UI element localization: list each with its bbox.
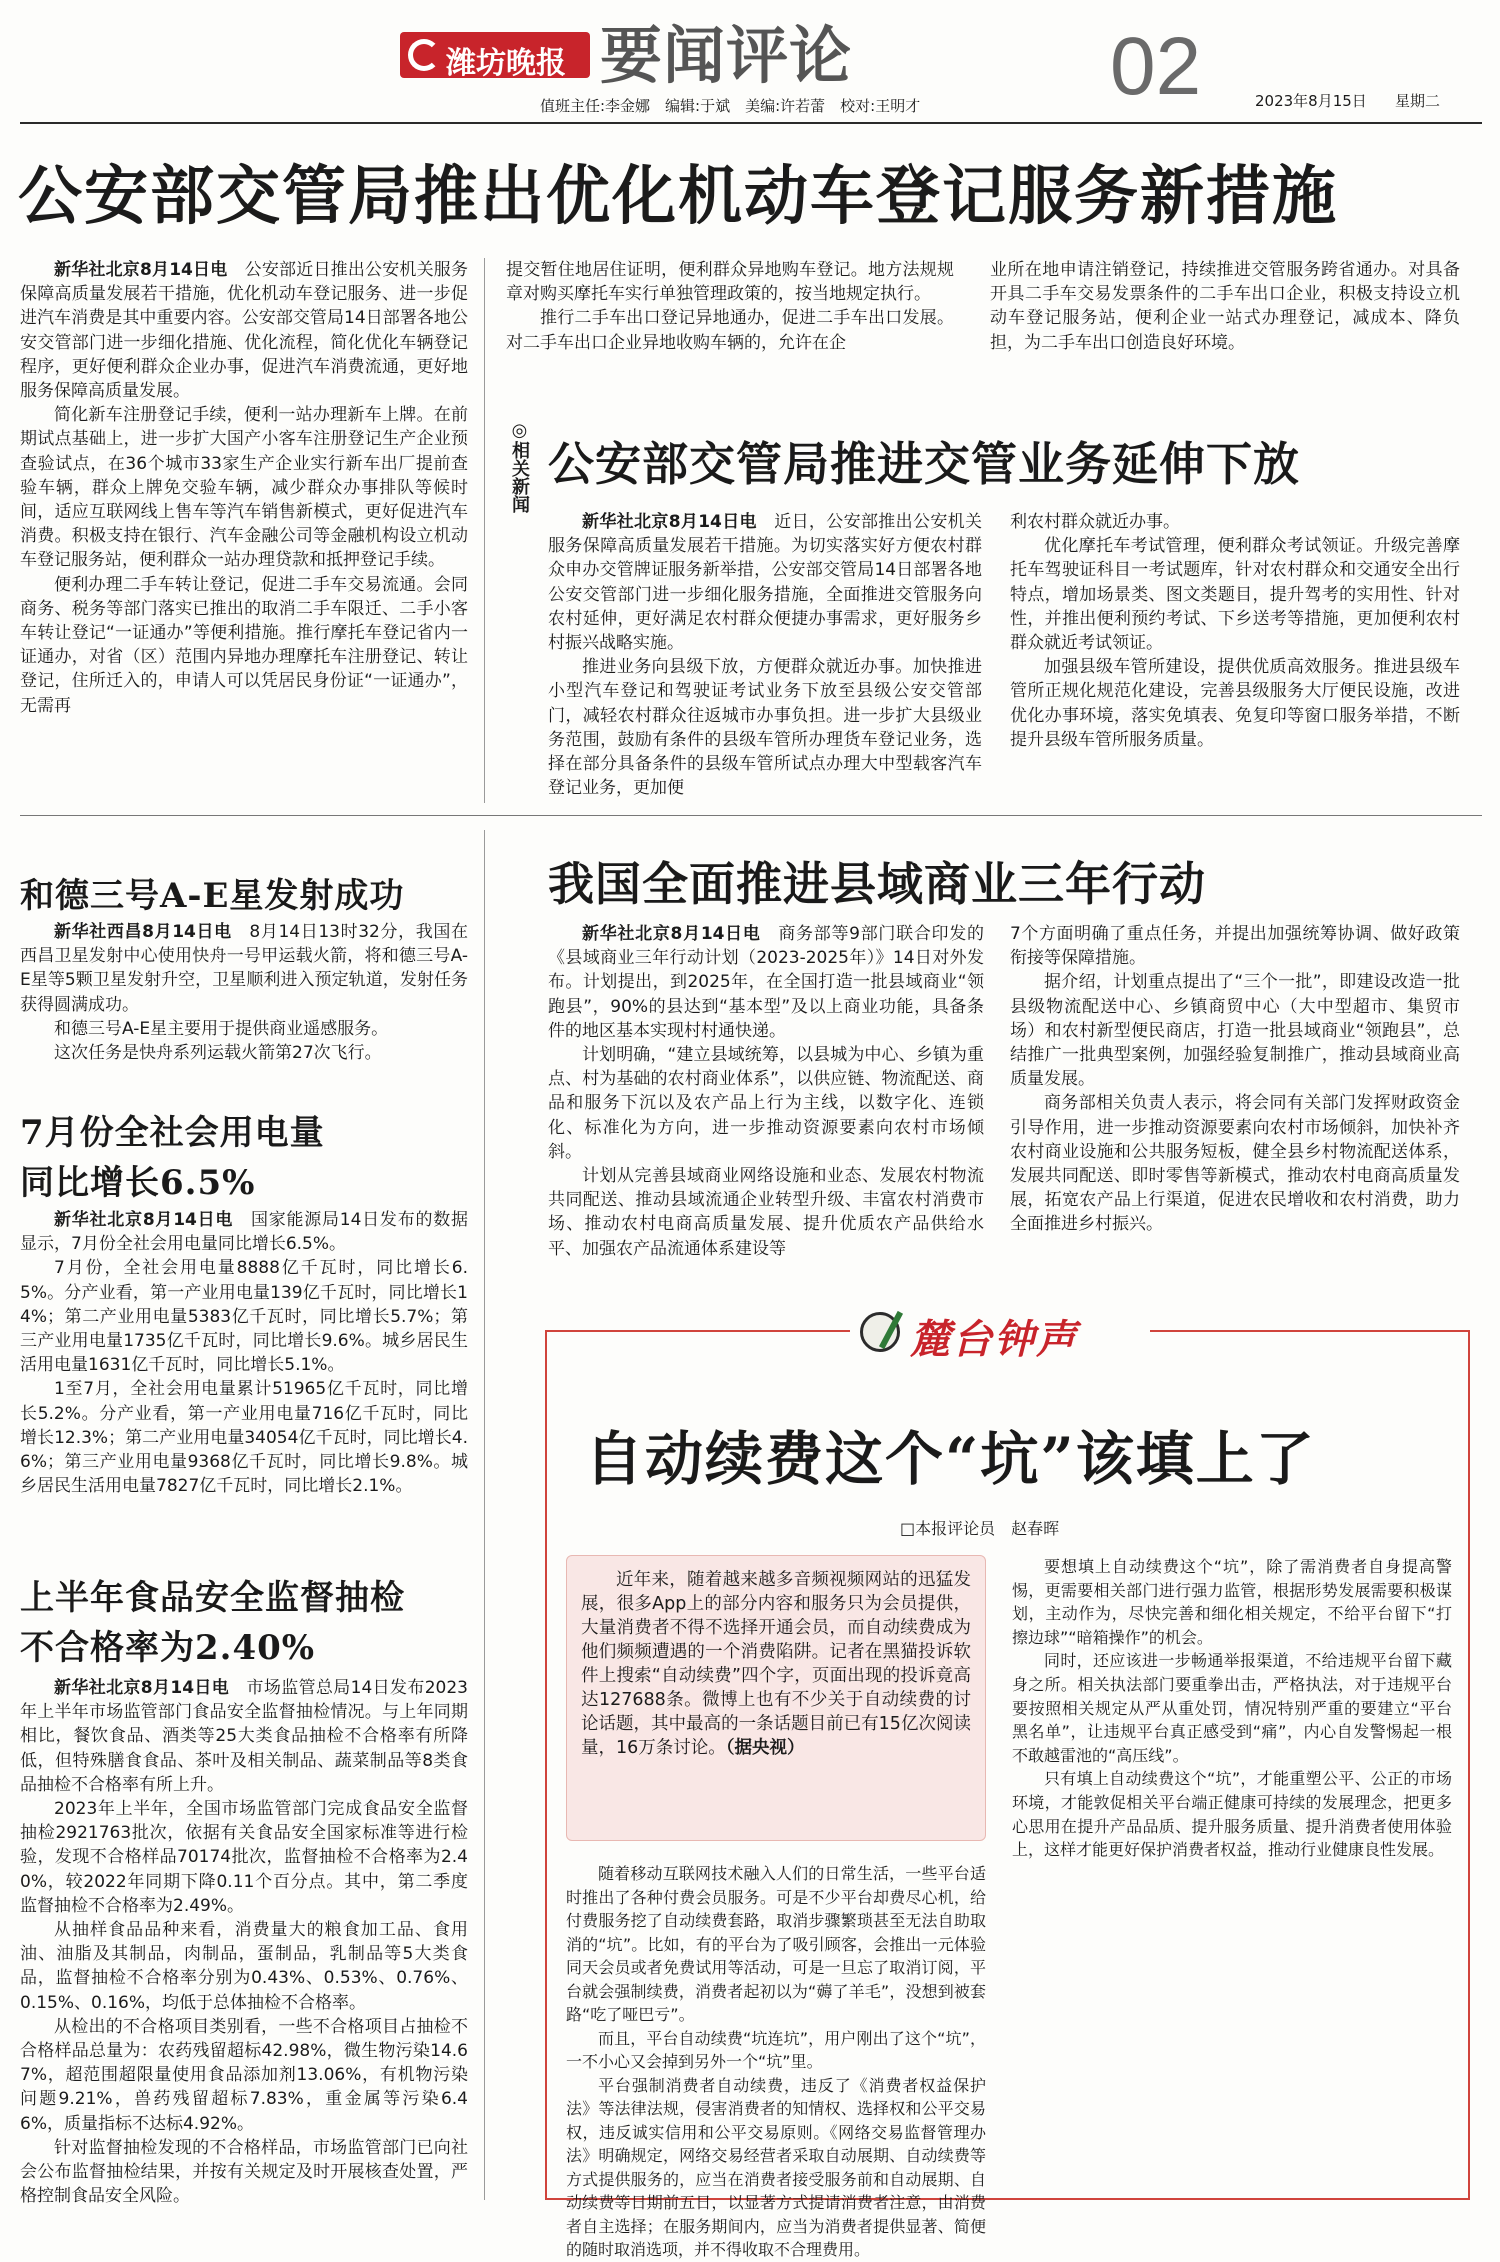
dateline: 新华社北京8月14日电 bbox=[54, 1678, 230, 1698]
headline-column-2 bbox=[506, 258, 954, 398]
commentary-column-1 bbox=[566, 1862, 986, 2259]
food-paragraph: 从检出的不合格项目类别看，一些不合格项目占抽检不合格样品总量为：农药残留超标42.98%，微生物污染14.67%，超范围超限量使用食品添加剂13.06%，有机物污染问题9.21%，兽药残留超标7.83%，重金属等污染6.46%，质量指标不达标4.92%。 bbox=[20, 2016, 468, 2134]
related-paragraph: 新华社北京8月14日电 近日，公安部推出公安机关服务保障高质量发展若干措施。为切实落实好方便农村群众申办交管牌证服务新举措，公安部交管局14日部署各地公安交管部门进一步细化服务措施，全面推进交管服务向农村延伸，更好满足农村群众便捷办事需求，更好服务乡村振兴战略实施。 bbox=[548, 512, 982, 654]
county-paragraph: 据介绍，计划重点提出了“三个一批”，即建设改造一批县级物流配送中心、乡镇商贸中心（大中型超市、集贸市场）和农村新型便民商店，打造一批县域商业“领跑县”，总结推广一批典型案例，加强经验复制推广，推动县域商业高质量发展。 bbox=[1010, 972, 1460, 1090]
food-paragraph: 新华社北京8月14日电 市场监管总局14日发布2023年上半年市场监管部门食品安全监督抽检情况。与上年同期相比，餐饮食品、酒类等25大类食品抽检不合格率有所降低，但特殊膳食食品、茶叶及相关制品、蔬菜制品等8类食品抽检不合格率有所上升。 bbox=[20, 1678, 468, 1795]
headline-paragraph: 推行二手车出口登记异地通办，促进二手车出口发展。对二手车出口企业异地收购车辆的，允许在企 bbox=[506, 308, 954, 353]
food-paragraph: 从抽样食品品种来看，消费量大的粮食加工品、食用油、油脂及其制品，肉制品，蛋制品，乳制品等5大类食品，监督抽检不合格率分别为0.43%、0.53%、0.76%、0.15%、0.16%，均低于总体抽检不合格率。 bbox=[20, 1920, 468, 2013]
commentary-paragraph: 要想填上自动续费这个“坑”，除了需消费者自身提高警惕，更需要相关部门进行强力监管，根据形势发展需要积极谋划，主动作为，尽快完善和细化相关规定，不给平台留下“打擦边球”“暗箱操作”的机会。 bbox=[1012, 1557, 1452, 1647]
related-paragraph: 推进业务向县级下放，方便群众就近办事。加快推进小型汽车登记和驾驶证考试业务下放至县级公安交管部门，减轻农村群众往返城市办事负担。进一步扩大县级业务范围，鼓励有条件的县级车管所办理货车登记业务，选择在部分具备条件的县级车管所试点办理大中型载客汽车登记业务，更加便 bbox=[548, 657, 982, 799]
food-title-line-2: 不合格率为2.40% bbox=[20, 1628, 316, 1668]
hede-title: 和德三号A-E星发射成功 bbox=[20, 876, 405, 916]
power-title-line-1: 7月份全社会用电量 bbox=[20, 1113, 325, 1153]
county-paragraph: 7个方面明确了重点任务，并提出加强统筹协调、做好政策衔接等保障措施。 bbox=[1010, 924, 1460, 969]
commentary-logo bbox=[850, 1310, 1150, 1363]
headline-paragraph: 简化新车注册登记手续，便利一站办理新车上牌。在前期试点基础上，进一步扩大国产小客车注册登记生产企业预查验试点，在36个城市33家生产企业实行新车出厂提前查验车辆，群众上牌免交验车辆，减少群众办事排队等候时间，适应互联网线上售车等汽车销售新模式，更好促进汽车消费。积极支持在银行、汽车金融公司等金融机构设立机动车登记服务站，便利群众一站办理贷款和抵押登记手续。 bbox=[20, 405, 468, 571]
county-paragraph: 新华社北京8月14日电 商务部等9部门联合印发的《县域商业三年行动计划（2023-2025年）》14日对外发布。计划提出，到2025年，在全国打造一批县域商业“领跑县”，90%的县达到“基本型”及以上商业功能，具备条件的地区基本实现村村通快递。 bbox=[548, 924, 984, 1041]
column-divider bbox=[484, 258, 485, 803]
lead-box-source: （据央视） bbox=[725, 1738, 805, 1758]
power-body bbox=[20, 1208, 468, 1538]
column-divider bbox=[484, 830, 485, 2200]
food-paragraph: 2023年上半年，全国市场监管部门完成食品安全监督抽检2921763批次，依据有关食品安全国家标准等进行检验，发现不合格样品70174批次，监督抽检不合格率为2.40%，较2022年同期下降0.11个百分点。其中，第二季度监督抽检不合格率为2.49%。 bbox=[20, 1799, 468, 1916]
related-paragraph: 利农村群众就近办事。 bbox=[1010, 512, 1180, 532]
related-paragraph: 加强县级车管所建设，提供优质高效服务。推进县级车管所正规化规范化建设，完善县级服务大厅便民设施，改进优化办事环境，落实免填表、免复印等窗口服务举措，不断提升县级车管所服务质量。 bbox=[1010, 657, 1460, 750]
food-title-line-1: 上半年食品安全监督抽检 bbox=[20, 1578, 405, 1618]
county-paragraph: 计划明确，“建立县域统筹，以县城为中心、乡镇为重点、村为基础的农村商业体系”，以供应链、物流配送、商品和服务下沉以及农产品上行为主线，以数字化、连锁化、标准化为方向，进一步推动资源要素向农村市场倾斜。 bbox=[548, 1045, 984, 1162]
power-paragraph: 7月份，全社会用电量8888亿千瓦时，同比增长6.5%。分产业看，第一产业用电量139亿千瓦时，同比增长14%；第二产业用电量5383亿千瓦时，同比增长5.7%；第三产业用电量1735亿千瓦时，同比增长9.6%。城乡居民生活用电量1631亿千瓦时，同比增长5.1%。 bbox=[20, 1258, 468, 1376]
brand-swirl-icon bbox=[408, 39, 440, 71]
hede-paragraph: 新华社西昌8月14日电 8月14日13时32分，我国在西昌卫星发射中心使用快舟一号甲运载火箭，将和德三号A-E星等5颗卫星发射升空，卫星顺利进入预定轨道，发射任务获得圆满成功。 bbox=[20, 922, 468, 1015]
column-logo-text: 麓台钟声 bbox=[910, 1316, 1078, 1363]
issue-date: 2023年8月15日 bbox=[1255, 92, 1367, 110]
county-title: 我国全面推进县域商业三年行动 bbox=[548, 857, 1206, 911]
hede-body bbox=[20, 920, 468, 1070]
commentary-paragraph: 只有填上自动续费这个“坑”，才能重塑公平、公正的市场环境，才能敦促相关平台端正健康可持续的发展理念，把更多心思用在提升产品品质、提升服务质量、提升消费者使用体验上，这样才能更好保护消费者权益，推动行业健康良性发展。 bbox=[1012, 1769, 1452, 1860]
commentary-title: 自动续费这个“坑”该填上了 bbox=[585, 1425, 1316, 1493]
page-number: 02 bbox=[1110, 21, 1202, 112]
headline-column-1 bbox=[20, 258, 468, 803]
power-title-line-2: 同比增长6.5% bbox=[20, 1163, 256, 1203]
hede-paragraph: 这次任务是快舟系列运载火箭第27次飞行。 bbox=[54, 1043, 382, 1064]
hede-paragraph: 和德三号A-E星主要用于提供商业遥感服务。 bbox=[54, 1018, 389, 1039]
related-paragraph: 优化摩托车考试管理，便利群众考试领证。升级完善摩托车驾驶证科目一考试题库，针对农村群众和交通安全出行特点，增加场景类、图文类题目，提升驾考的实用性、针对性，并推出便利预约考试、下乡送考等措施，更加便利农村群众就近考试领证。 bbox=[1010, 536, 1460, 654]
headline-paragraph: 业所在地申请注销登记，持续推进交管服务跨省通办。对具备开具二手车交易发票条件的二手车出口企业，积极支持设立机动车登记服务站，便利企业一站式办理登记，减成本、降负担，为二手车出口创造良好环境。 bbox=[990, 260, 1460, 353]
headline-paragraph: 提交暂住地居住证明，便利群众异地购车登记。地方法规规章对购买摩托车实行单独管理政策的，按当地规定执行。 bbox=[506, 260, 954, 305]
dateline: 新华社北京8月14日电 bbox=[54, 260, 228, 280]
brand-logo bbox=[400, 32, 590, 81]
headline-title: 公安部交管局推出优化机动车登记服务新措施 bbox=[18, 159, 1338, 234]
issue-weekday: 星期二 bbox=[1395, 92, 1441, 110]
related-column-2 bbox=[1010, 510, 1460, 800]
section-divider bbox=[20, 815, 1482, 816]
dateline: 新华社北京8月14日电 bbox=[582, 924, 761, 944]
commentary-paragraph: 平台强制消费者自动续费，违反了《消费者权益保护法》等法律法规，侵害消费者的知情权、选择权和公平交易权，违反诚实信用和公平交易原则。《网络交易监督管理办法》明确规定，网络交易经营者采取自动展期、自动续费等方式提供服务的，应当在消费者接受服务前和自动展期、自动续费等日期前五日，以显著方式提请消费者注意，由消费者自主选择；在服务期间内，应当为消费者提供显著、简便的随时取消选项，并不得收取不合理费用。 bbox=[566, 2075, 986, 2259]
dateline: 新华社北京8月14日电 bbox=[54, 1210, 234, 1230]
commentary-paragraph: 同时，还应该进一步畅通举报渠道，不给违规平台留下藏身之所。相关执法部门要重拳出击，严格执法，对于违规平台要按照相关规定从严从重处罚，情况特别严重的要建立“平台黑名单”，让违规平台真正感受到“痛”，内心自发警惕起一根不敢越雷池的“高压线”。 bbox=[1012, 1651, 1452, 1765]
lead-box-text: 近年来，随着越来越多音频视频网站的迅猛发展，很多App上的部分内容和服务只为会员提供，大量消费者不得不选择开通会员，而自动续费成为他们频频遭遇的一个消费陷阱。记者在黑猫投诉软件上搜索“自动续费”四个字，页面出现的投诉竟高达127688条。微博上也有不少关于自动续费的讨论话题，其中最高的一条话题目前已有15亿次阅读量，16万条讨论。（据央视） bbox=[581, 1570, 971, 1758]
brand-name: 潍坊晚报 bbox=[446, 46, 566, 81]
masthead-rule bbox=[20, 122, 1482, 124]
related-title: 公安部交管局推进交管业务延伸下放 bbox=[548, 437, 1300, 491]
commentary-column-2 bbox=[1012, 1555, 1452, 2192]
commentary-paragraph: 而且，平台自动续费“坑连坑”，用户刚出了这个“坑”，一不小心又会掉到另外一个“坑”里。 bbox=[566, 2028, 986, 2071]
commentary-paragraph: 随着移动互联网技术融入人们的日常生活，一些平台适时推出了各种付费会员服务。可是不少平台却费尽心机，给付费服务挖了自动续费套路，取消步骤繁琐甚至无法自助取消的“坑”。比如，有的平台为了吸引顾客，会推出一元体验同天会员或者免费试用等活动，可是一旦忘了取消订阅，平台就会强制续费，消费者起初以为“薅了羊毛”，没想到被套路“吃了哑巴亏”。 bbox=[566, 1864, 986, 2024]
related-news-label: ◎相关新闻 bbox=[509, 420, 530, 513]
editor-credits: 值班主任:李金娜 编辑:于斌 美编:许若蕾 校对:王明才 bbox=[540, 97, 921, 115]
headline-paragraph: 便利办理二手车转让登记，促进二手车交易流通。会同商务、税务等部门落实已推出的取消二手车限迁、二手小客车转让登记“一证通办”等便利措施。推行摩托车登记省内一证通办，对省（区）范围内异地办理摩托车注册登记、转让登记，住所迁入的，申请人可以凭居民身份证“一证通办”，无需再 bbox=[20, 574, 468, 716]
lead-box bbox=[566, 1555, 986, 1841]
county-paragraph: 商务部相关负责人表示，将会同有关部门发挥财政资金引导作用，进一步推动资源要素向农村市场倾斜，加快补齐农村商业设施和公共服务短板，健全县乡村物流配送体系，发展共同配送、即时零售等新模式，推动农村电商高质量发展，拓宽农产品上行渠道，促进农民增收和农村消费，助力全面推进乡村振兴。 bbox=[1010, 1093, 1460, 1235]
food-paragraph: 针对监督抽检发现的不合格样品，市场监管部门已向社会公布监督抽检结果，并按有关规定及时开展核查处置，严格控制食品安全风险。 bbox=[20, 2137, 468, 2207]
dateline: 新华社北京8月14日电 bbox=[582, 512, 757, 532]
commentary-byline: □本报评论员 赵春晖 bbox=[900, 1519, 1060, 1538]
power-paragraph: 新华社北京8月14日电 国家能源局14日发布的数据显示，7月份全社会用电量同比增长6.5%。 bbox=[20, 1210, 468, 1255]
food-body bbox=[20, 1676, 468, 2206]
county-column-1 bbox=[548, 922, 984, 1284]
section-name: 要闻评论 bbox=[600, 19, 853, 92]
masthead bbox=[0, 0, 1500, 125]
county-column-2 bbox=[1010, 922, 1460, 1284]
related-column-1 bbox=[548, 510, 982, 800]
headline-column-3 bbox=[990, 258, 1460, 398]
county-paragraph: 计划从完善县域商业网络设施和业态、发展农村物流共同配送、推动县域流通企业转型升级、丰富农村消费市场、推动农村电商高质量发展、提升优质农产品供给水平、加强农产品流通体系建设等 bbox=[548, 1166, 984, 1259]
dateline: 新华社西昌8月14日电 bbox=[54, 922, 232, 942]
headline-paragraph: 新华社北京8月14日电 公安部近日推出公安机关服务保障高质量发展若干措施，优化机动车登记服务、进一步促进汽车消费是其中重要内容。公安部交管局14日部署各地公安交管部门进一步细化措施、优化流程，简化优化车辆登记程序，更好便利群众企业办事，促进汽车消费流通，更好地服务保障高质量发展。 bbox=[20, 260, 469, 402]
power-paragraph: 1至7月，全社会用电量累计51965亿千瓦时，同比增长5.2%。分产业看，第一产业用电量716亿千瓦时，同比增长12.3%；第二产业用电量34054亿千瓦时，同比增长4.6%；第三产业用电量9368亿千瓦时，同比增长9.8%。城乡居民生活用电量7827亿千瓦时，同比增长2.1%。 bbox=[20, 1379, 468, 1497]
